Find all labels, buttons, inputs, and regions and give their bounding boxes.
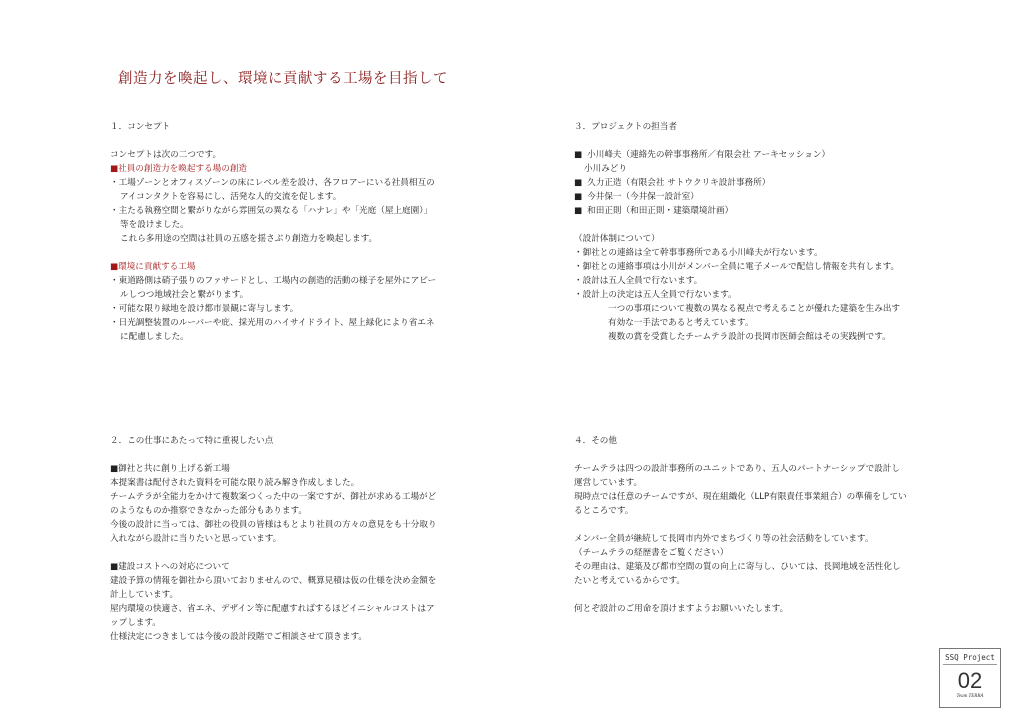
section-concept [110,120,436,344]
text-line: ・可能な限り緑地を設け都市景観に寄与します。 [110,304,299,314]
subheading: （設計体制について） [574,234,660,244]
text-line: 何とぞ設計のご用命を頂けますようお願いいたします。 [574,604,789,614]
text-line: 本提案書は配付された資料を可能な限り読み解き作成しました。 [110,478,360,488]
text-line: ・御社との連絡は全て幹事事務所である小川峰夫が行ないます。 [574,248,823,258]
section-heading: ４．その他 [574,436,617,446]
text-line: 複数の賞を受賞したチームテラ設計の長岡市医師会館はその実践例です。 [608,332,891,342]
text-line: チームテラが全能力をかけて複数案つくった中の一案ですが、御社が求める工場がど [110,492,437,502]
text-line: ・東道路側は硝子張りのファサードとし、工場内の創造的活動の様子を屋外にアピー [110,276,437,286]
project-name: SSQ Project [943,649,997,665]
text-line: これら多用途の空間は社員の五感を揺さぶり創造力を喚起します。 [120,234,378,244]
text-line: ルしつつ地域社会と繋がります。 [120,290,249,300]
text-line: その理由は、建築及び都市空間の質の向上に寄与し、ひいては、長岡地域を活性化し [574,562,901,572]
subheading: ■御社と共に創り上げる新工場 [110,464,230,474]
text-line: 建設予算の情報を御社から頂いておりませんので、概算見積は仮の仕様を決め金額を [110,576,437,586]
text-line: たいと考えているからです。 [574,576,685,586]
text-line: ・工場ゾーンとオフィスゾーンの床にレベル差を設け、各フロアーにいる社員相互の [110,178,435,188]
text-line: メンバー全員が継続して長岡市内外でまちづくり等の社会活動をしています。 [574,534,874,544]
section-heading: ２．この仕事にあたって特に重視したい点 [110,436,274,446]
paragraph: コンセプトは次の二つです。 [110,150,222,160]
member-item: ■ 小川峰夫（連絡先の幹事事務所／有限会社 アーキセッション） [574,148,900,162]
subheading: ■環境に貢献する工場 [110,262,196,272]
text-line: るところです。 [574,506,634,516]
page-label [939,648,1001,708]
member-item: 小川みどり [584,164,627,174]
subheading: ■建設コストへの対応について [110,562,230,572]
member-item: ■ 今井保一（今井保一設計室） [574,190,900,204]
section-heading: ３．プロジェクトの担当者 [574,122,677,132]
section-team [574,120,900,344]
subheading: ■社員の創造力を喚起する場の創造 [110,164,248,174]
text-line: アイコンタクトを容易にし、活発な人的交流を促します。 [120,192,342,202]
text-line: チームテラは四つの設計事務所のユニットであり、五人のパートナーシップで設計し [574,464,900,474]
text-line: ・主たる執務空間と繋がりながら雰囲気の異なる「ハナレ」や「光庭（屋上庭園）」 [110,206,433,216]
text-line: （チームテラの経歴書をご覧ください） [574,548,729,558]
text-line: ップします。 [110,618,161,628]
text-line: ・設計上の決定は五人全員で行ないます。 [574,290,737,300]
text-line: 一つの事項について複数の異なる視点で考えることが優れた建築を生み出す [608,304,901,314]
text-line: 現時点では任意のチームですが、現在組織化（LLP有限責任事業組合）の準備をしてい [574,492,907,502]
text-line: ・設計は五人全員で行ないます。 [574,276,703,286]
section-heading: １．コンセプト [110,122,171,132]
text-line: 仕様決定につきましては今後の設計段階でご相談させて頂きます。 [110,632,367,642]
page-number: 02 [957,668,983,693]
text-line: 計上しています。 [110,590,179,600]
text-line: ・御社との連絡事項は小川がメンバー全員に電子メールで配信し情報を共有します。 [574,262,900,272]
text-line: ・日光調整装置のルーバーや庇、採光用のハイサイドライト、屋上緑化により省エネ [110,318,435,328]
text-line: 今後の設計に当っては、御社の役員の皆様はもとより社員の方々の意見をも十分取り [110,520,437,530]
member-item: ■ 久力正造（有限会社 サトウクリキ設計事務所） [574,176,900,190]
page-title: 創造力を喚起し、環境に貢献する工場を目指して [118,71,448,87]
text-line: 屋内環境の快適さ、省エネ、デザイン等に配慮すればするほどイニシャルコストはア [110,604,435,614]
text-line: 運営しています。 [574,478,643,488]
section-priorities [110,434,437,644]
text-line: 等を設けました。 [120,220,189,230]
text-line: 入れながら設計に当りたいと思っています。 [110,534,282,544]
text-line: のようなものか推察できなかった部分もあります。 [110,506,307,516]
text-line: に配慮しました。 [120,332,189,342]
section-other [574,434,907,616]
member-item: ■ 和田正則（和田正則・建築環境計画） [574,204,900,218]
team-name: Team TERRA [956,694,984,699]
text-line: 有効な一手法であると考えています。 [608,318,754,328]
